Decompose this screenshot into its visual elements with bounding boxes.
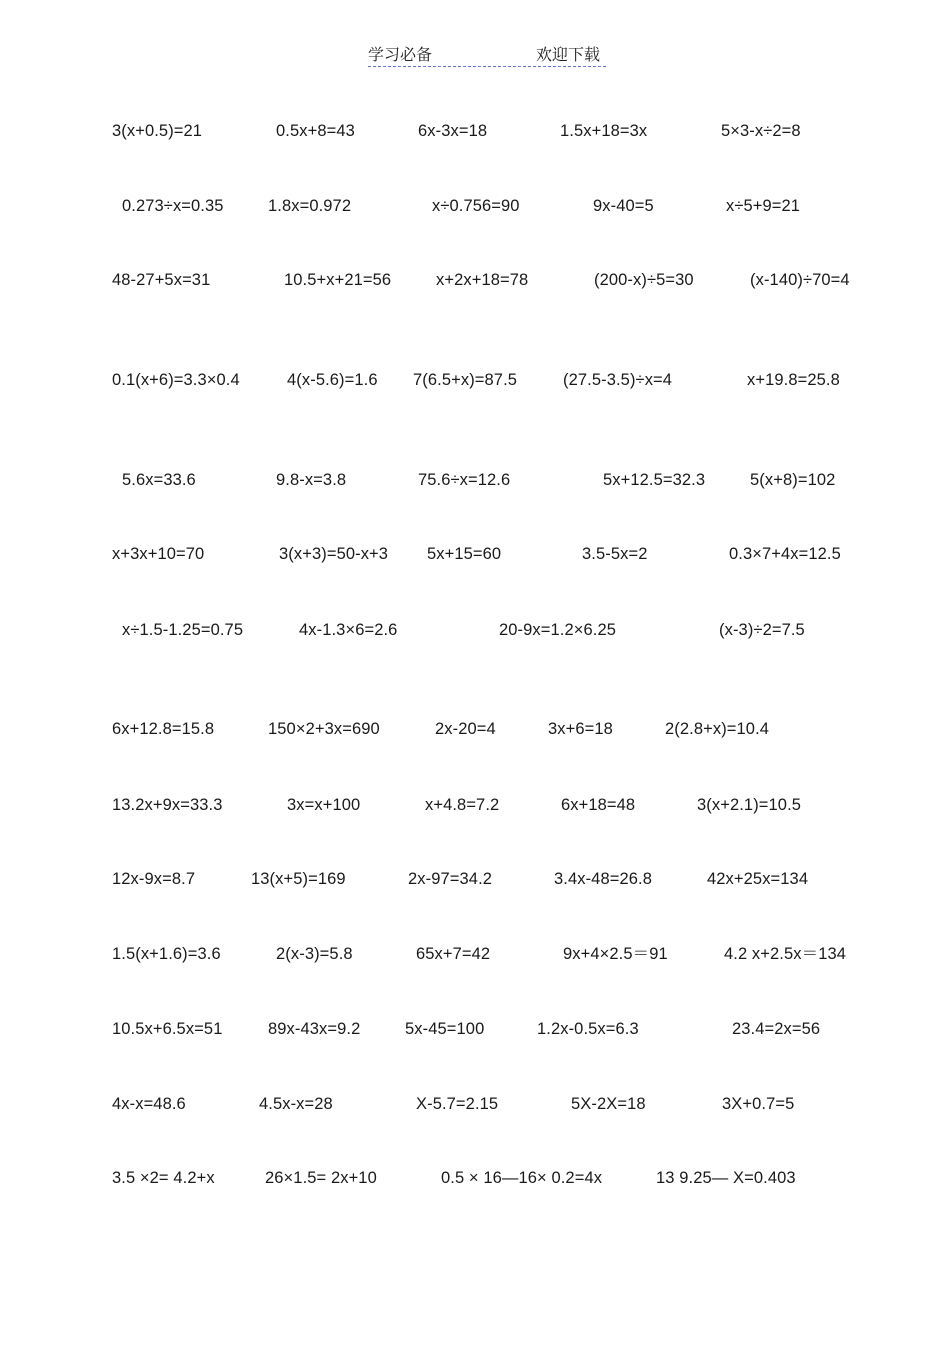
equation: x÷5+9=21 bbox=[726, 197, 801, 215]
equation: 2(2.8+x)=10.4 bbox=[665, 720, 770, 738]
equation: 4.2 x+2.5x＝134 bbox=[724, 945, 847, 963]
equation: 3(x+2.1)=10.5 bbox=[697, 796, 802, 814]
equation: 9x+4×2.5＝91 bbox=[563, 945, 668, 963]
equation: 12x-9x=8.7 bbox=[112, 870, 196, 888]
equation: 9x-40=5 bbox=[593, 197, 654, 215]
equation: 0.5x+8=43 bbox=[276, 122, 355, 140]
equation: 9.8-x=3.8 bbox=[276, 471, 347, 489]
equation: 10.5+x+21=56 bbox=[284, 271, 392, 289]
equation: 2x-97=34.2 bbox=[408, 870, 493, 888]
equation: 5x-45=100 bbox=[405, 1020, 485, 1038]
equation: 0.1(x+6)=3.3×0.4 bbox=[112, 371, 240, 389]
equation: 89x-43x=9.2 bbox=[268, 1020, 361, 1038]
equation: 1.5x+18=3x bbox=[560, 122, 648, 140]
equation: 7(6.5+x)=87.5 bbox=[413, 371, 518, 389]
equation: 4.5x-x=28 bbox=[259, 1095, 333, 1113]
equation: (x-3)÷2=7.5 bbox=[719, 621, 805, 639]
equation: x+4.8=7.2 bbox=[425, 796, 500, 814]
header-left-text: 学习必备 bbox=[368, 45, 433, 64]
equation: 3x=x+100 bbox=[287, 796, 361, 814]
equation: X-5.7=2.15 bbox=[416, 1095, 499, 1113]
equation: 1.5(x+1.6)=3.6 bbox=[112, 945, 221, 963]
equation: 1.8x=0.972 bbox=[268, 197, 352, 215]
equation: 13 9.25— X=0.403 bbox=[656, 1169, 796, 1187]
equation: 0.273÷x=0.35 bbox=[122, 197, 224, 215]
equation: 6x+12.8=15.8 bbox=[112, 720, 215, 738]
equation: 0.5 × 16—16× 0.2=4x bbox=[441, 1169, 603, 1187]
equation: 4x-x=48.6 bbox=[112, 1095, 186, 1113]
equation: x÷0.756=90 bbox=[432, 197, 520, 215]
equation: x+2x+18=78 bbox=[436, 271, 529, 289]
equation: 20-9x=1.2×6.25 bbox=[499, 621, 616, 639]
equation: 5(x+8)=102 bbox=[750, 471, 836, 489]
equation: 5.6x=33.6 bbox=[122, 471, 196, 489]
equation: 3.4x-48=26.8 bbox=[554, 870, 652, 888]
equation: 5X-2X=18 bbox=[571, 1095, 646, 1113]
equation: 65x+7=42 bbox=[416, 945, 491, 963]
equation: (200-x)÷5=30 bbox=[594, 271, 694, 289]
equation: 3.5 ×2= 4.2+x bbox=[112, 1169, 215, 1187]
equation: (x-140)÷70=4 bbox=[750, 271, 850, 289]
page-header bbox=[368, 40, 606, 67]
equation: x+19.8=25.8 bbox=[747, 371, 840, 389]
equation: 150×2+3x=690 bbox=[268, 720, 380, 738]
equation: 5x+12.5=32.3 bbox=[603, 471, 706, 489]
equation: 6x+18=48 bbox=[561, 796, 636, 814]
equation: 13(x+5)=169 bbox=[251, 870, 346, 888]
equation: 48-27+5x=31 bbox=[112, 271, 211, 289]
equation: 4x-1.3×6=2.6 bbox=[299, 621, 398, 639]
equation: 2(x-3)=5.8 bbox=[276, 945, 353, 963]
equation: 5x+15=60 bbox=[427, 545, 502, 563]
header-right-text: 欢迎下载 bbox=[535, 45, 600, 64]
equation: 3.5-5x=2 bbox=[582, 545, 648, 563]
equation: 23.4=2x=56 bbox=[732, 1020, 821, 1038]
equation: 3(x+3)=50-x+3 bbox=[279, 545, 389, 563]
equation: 1.2x-0.5x=6.3 bbox=[537, 1020, 639, 1038]
equation: 75.6÷x=12.6 bbox=[418, 471, 511, 489]
equation: x+3x+10=70 bbox=[112, 545, 205, 563]
equation: 3(x+0.5)=21 bbox=[112, 122, 203, 140]
equation: 3x+6=18 bbox=[548, 720, 613, 738]
equation: 13.2x+9x=33.3 bbox=[112, 796, 223, 814]
equation: x÷1.5-1.25=0.75 bbox=[122, 621, 244, 639]
equation: 2x-20=4 bbox=[435, 720, 496, 738]
equation: 26×1.5= 2x+10 bbox=[265, 1169, 377, 1187]
equation: 4(x-5.6)=1.6 bbox=[287, 371, 378, 389]
equation: 5×3-x÷2=8 bbox=[721, 122, 801, 140]
equation: (27.5-3.5)÷x=4 bbox=[563, 371, 673, 389]
equation: 3X+0.7=5 bbox=[722, 1095, 795, 1113]
equation: 6x-3x=18 bbox=[418, 122, 488, 140]
equation: 42x+25x=134 bbox=[707, 870, 809, 888]
equation: 0.3×7+4x=12.5 bbox=[729, 545, 841, 563]
equation: 10.5x+6.5x=51 bbox=[112, 1020, 223, 1038]
